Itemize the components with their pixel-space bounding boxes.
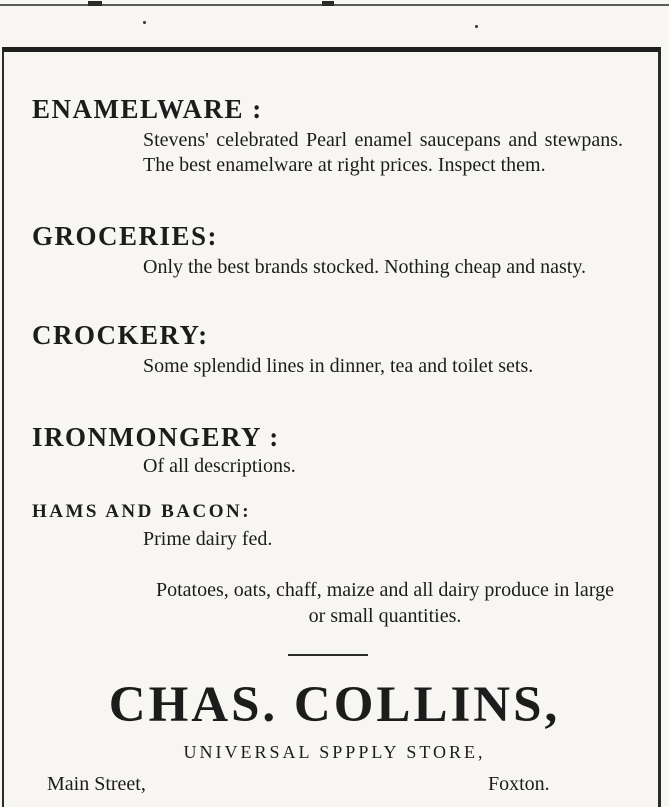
desc-groceries: Only the best brands stocked. Nothing cheap and nasty. xyxy=(143,256,587,278)
desc-enamelware: Stevens' celebrated Pearl enamel saucepans and stewpans. The best enamelware at right prices. Inspect them. xyxy=(143,129,623,176)
heading-groceries: GROCERIES: xyxy=(32,221,219,251)
address-town: Foxton. xyxy=(488,773,550,795)
divider-rule xyxy=(288,654,368,656)
heading-crockery: CROCKERY: xyxy=(32,320,209,350)
print-speck xyxy=(475,25,478,28)
desc-hams-and-bacon: Prime dairy fed. xyxy=(143,528,273,550)
heading-enamelware: ENAMELWARE : xyxy=(32,94,263,124)
proprietor-name: CHAS. COLLINS, xyxy=(108,677,561,733)
desc-crockery: Some splendid lines in dinner, tea and toilet sets. xyxy=(143,355,534,377)
store-name: UNIVERSAL SPPPLY STORE, xyxy=(183,742,486,762)
top-rule-mark xyxy=(322,1,334,6)
closing-note: Potatoes, oats, chaff, maize and all dairy produce in large or small quantities. xyxy=(156,579,614,627)
desc-ironmongery: Of all descriptions. xyxy=(143,455,296,477)
address-street: Main Street, xyxy=(47,773,146,795)
heading-ironmongery: IRONMONGERY : xyxy=(32,422,280,452)
top-rule-mark xyxy=(88,1,102,6)
heading-hams-and-bacon: HAMS AND BACON: xyxy=(32,501,252,522)
print-speck xyxy=(143,21,146,24)
